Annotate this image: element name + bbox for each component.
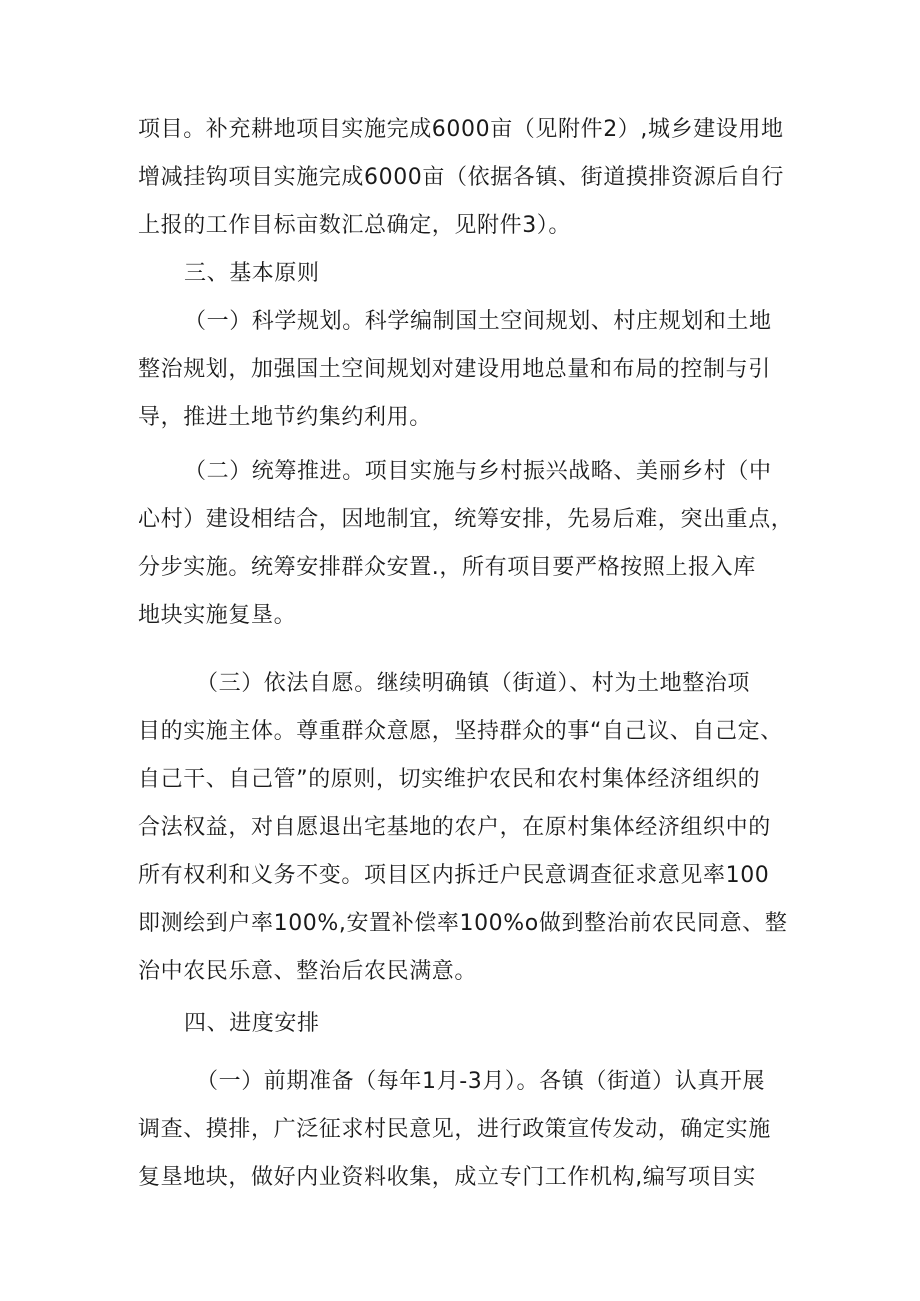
text-line: 所有权利和义务不变。项目区内拆迁户民意调查征求意见率100 <box>138 863 770 888</box>
text-line: （二）统筹推进。项目实施与乡村振兴战略、美丽乡村（中 <box>184 459 772 484</box>
text-line: 分步实施。统筹安排群众安置.，所有项目要严格按照上报入库 <box>138 555 756 580</box>
text-line: 目的实施主体。尊重群众意愿，坚持群众的事“自己议、自己定、 <box>138 719 783 744</box>
text-line: 心村）建设相结合，因地制宜，统筹安排，先易后难，突出重点， <box>138 507 794 532</box>
text-line: （三）依法自愿。继续明确镇（街道）、村为土地整治项 <box>196 671 751 696</box>
text-line: 自己干、自己管”的原则，切实维护农民和农村集体经济组织的 <box>138 767 761 792</box>
text-line: 增减挂钩项目实施完成6000亩（依据各镇、街道摸排资源后自行 <box>138 165 784 190</box>
text-line: （一）科学规划。科学编制国土空间规划、村庄规划和土地 <box>184 309 772 334</box>
text-line: 地块实施复垦。 <box>138 603 297 628</box>
text-line: 上报的工作目标亩数汇总确定，见附件3）。 <box>138 213 571 238</box>
text-line: 复垦地块，做好内业资料收集，成立专门工作机构,编写项目实 <box>138 1165 756 1190</box>
section-heading: 三、基本原则 <box>184 261 320 286</box>
section-heading: 四、进度安排 <box>184 1011 320 1036</box>
text-line: 治中农民乐意、整治后农民满意。 <box>138 959 478 984</box>
text-line: 导，推进土地节约集约利用。 <box>138 405 432 430</box>
text-line: 项目。补充耕地项目实施完成6000亩（见附件2）,城乡建设用地 <box>138 117 784 142</box>
text-line: 整治规划，加强国土空间规划对建设用地总量和布局的控制与引 <box>138 357 771 382</box>
text-line: 即测绘到户率100%,安置补偿率100%o做到整治前农民同意、整 <box>138 911 788 936</box>
text-line: 调查、摸排，广泛征求村民意见，进行政策宣传发动，确定实施 <box>138 1117 771 1142</box>
text-line: （一）前期准备（每年1月-3月）。各镇（街道）认真开展 <box>196 1069 766 1094</box>
text-line: 合法权益，对自愿退出宅基地的农户，在原村集体经济组织中的 <box>138 815 771 840</box>
